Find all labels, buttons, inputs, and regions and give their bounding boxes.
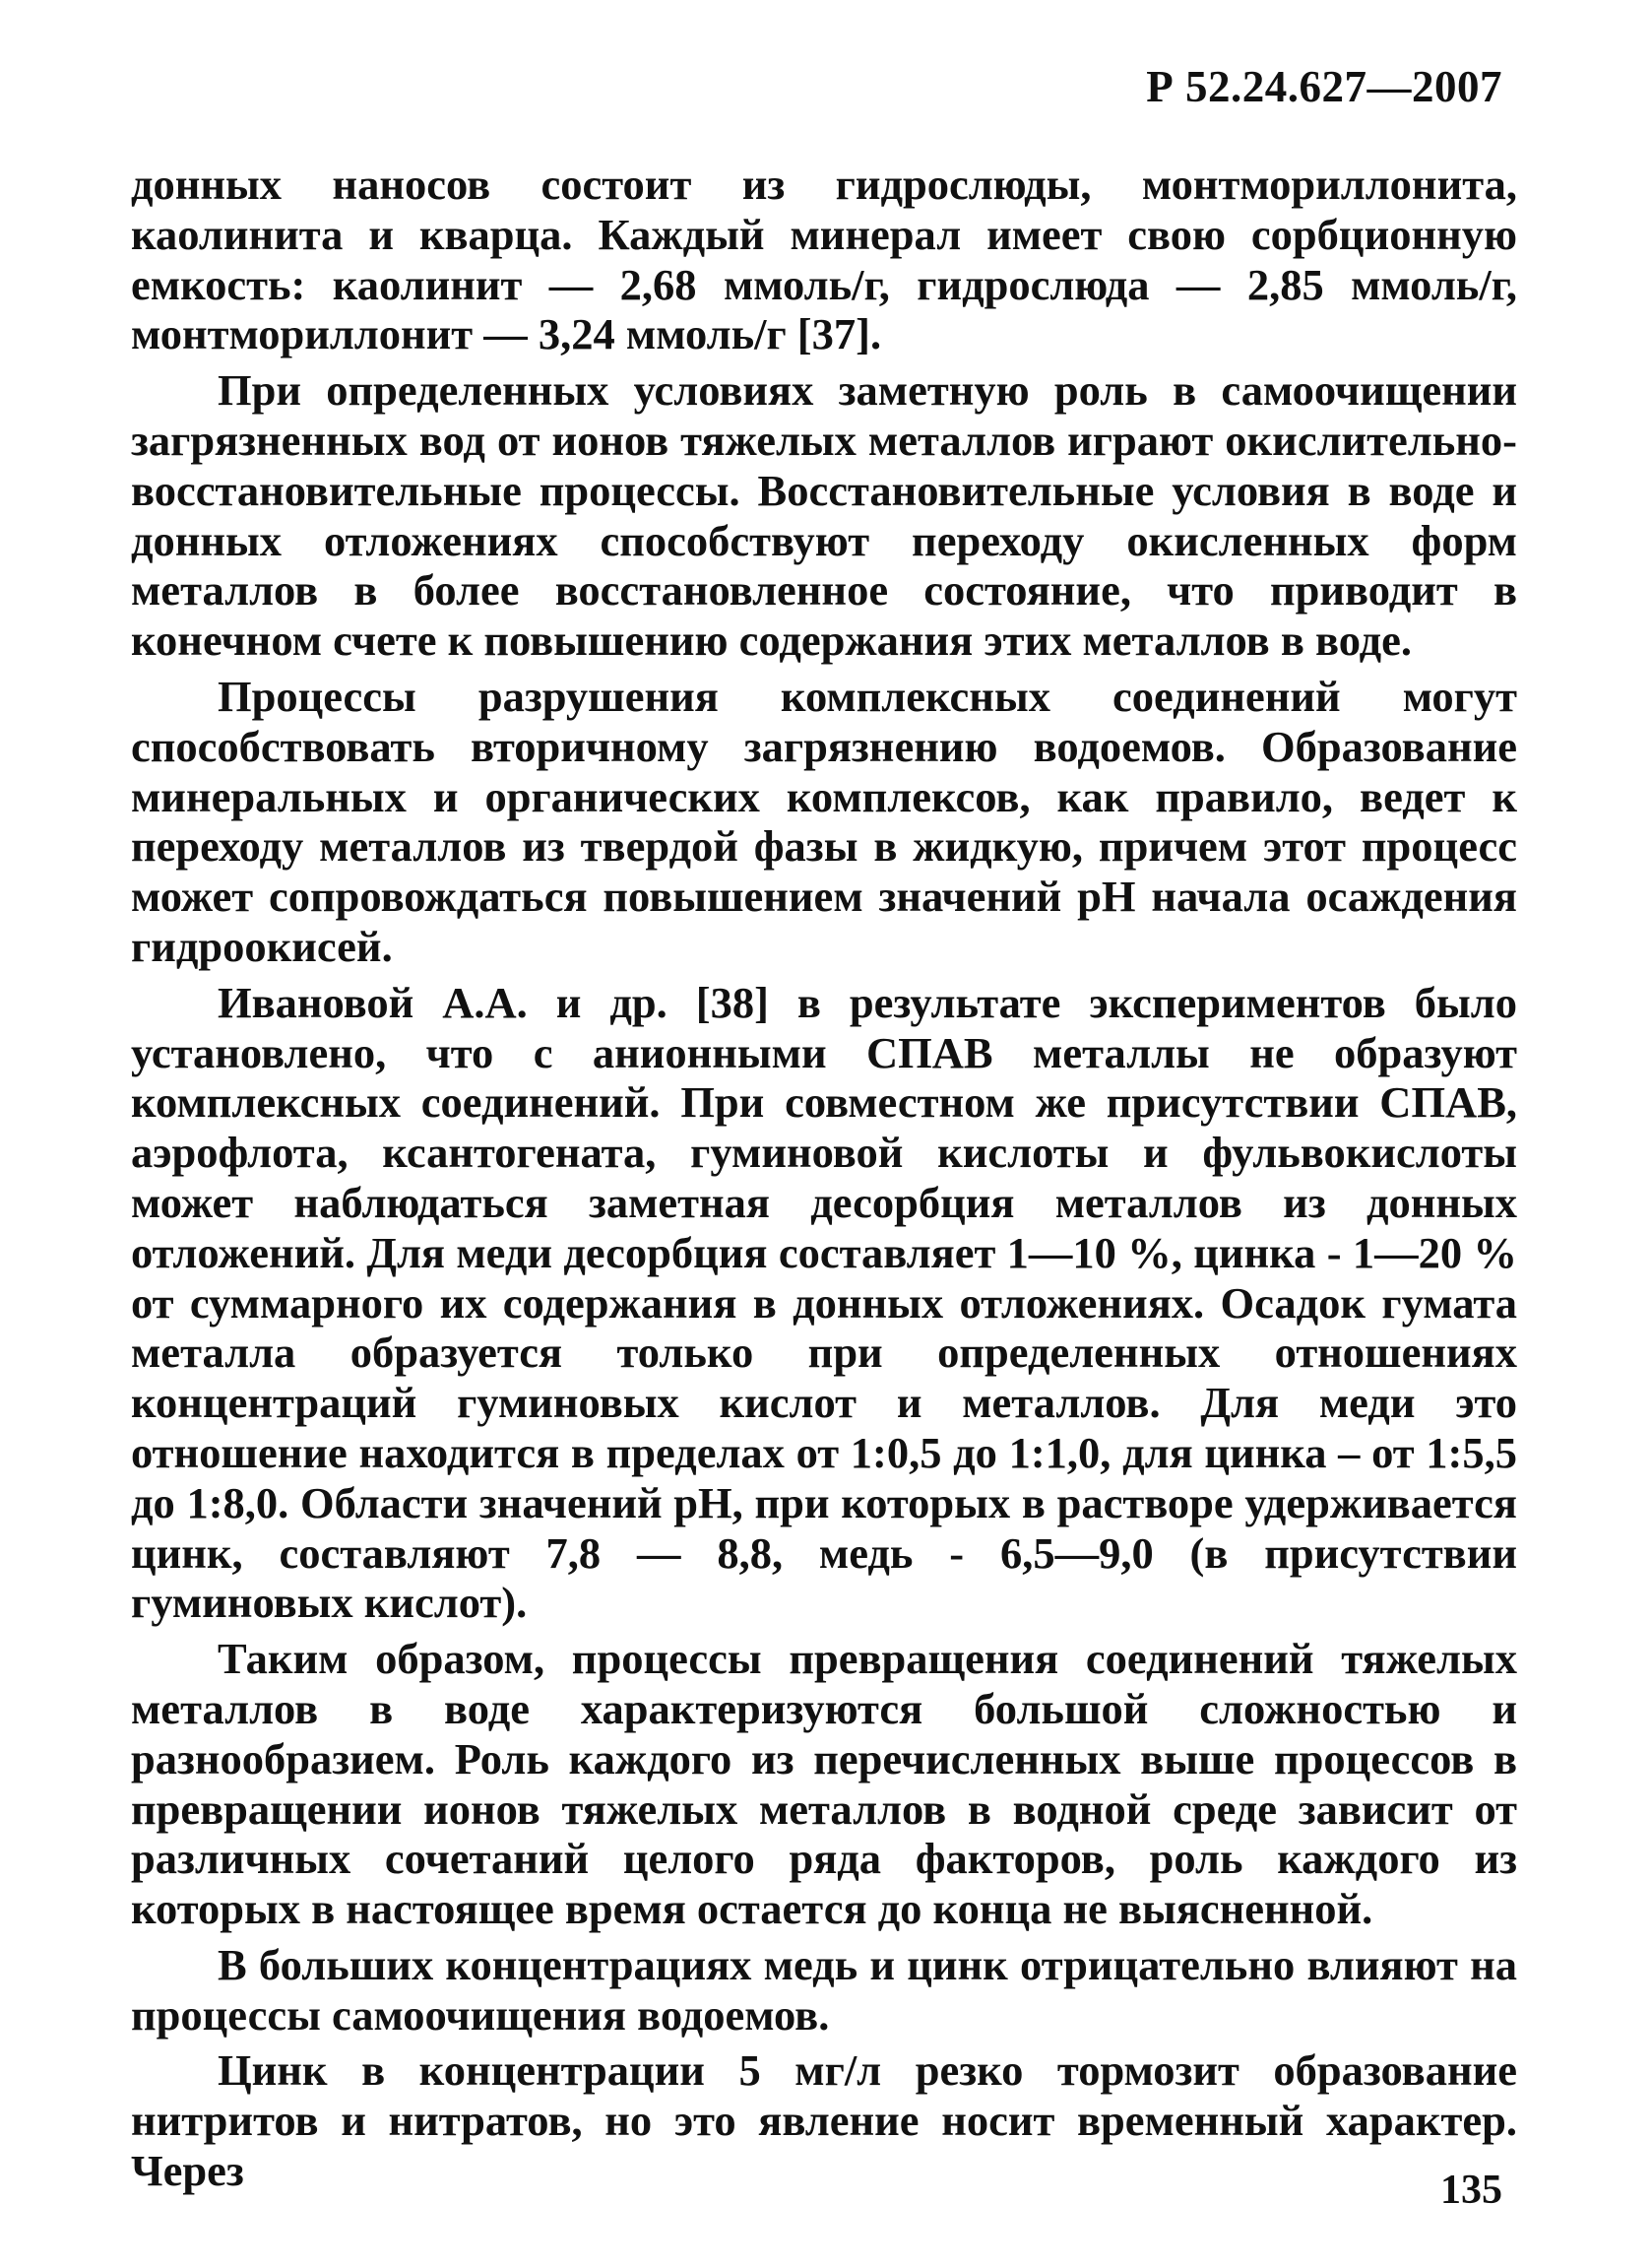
body-text bbox=[131, 160, 1517, 2202]
paragraph-zinc-nitrites: Цинк в концентрации 5 мг/л резко тормозит образование нитритов и нитратов, но это явление носит временный характер. Через bbox=[131, 2045, 1517, 2196]
paragraph-complex-compounds: Процессы разрушения комплексных соединений могут способствовать вторичному загрязнению водоемов. Образование минеральных и органических комплексов, как правило, ведет к переходу металлов из твердой фазы в жидкую, причем этот процесс может сопровождаться повышением значений pH начала осаждения гидроокисей. bbox=[131, 671, 1517, 971]
paragraph-ivanova-experiments: Ивановой А.А. и др. [38] в результате экспериментов было установлено, что с анионными СПАВ металлы не образуют комплексных соединений. При совместном же присутствии СПАВ, аэрофлота, ксантогената, гуминовой кислоты и фульвокислоты может наблюдаться заметная десорбция металлов из донных отложений. Для меди десорбция составляет 1—10 %, цинка - 1—20 % от суммарного их содержания в донных отложениях. Осадок гумата металла образуется только при определенных отношениях концентраций гуминовых кислот и металлов. Для меди это отношение находится в пределах от 1:0,5 до 1:1,0, для цинка – от 1:5,5 до 1:8,0. Области значений pH, при которых в растворе удерживается цинк, составляют 7,8 — 8,8, медь - 6,5—9,0 (в присутствии гуминовых кислот). bbox=[131, 977, 1517, 1628]
document-code-header: Р 52.24.627—2007 bbox=[1146, 62, 1502, 111]
page-number: 135 bbox=[1440, 2168, 1502, 2213]
paragraph-redox: При определенных условиях заметную роль в самоочищении загрязненных вод от ионов тяжелых металлов играют окислительно-восстановительные процессы. Восстановительные условия в воде и донных отложениях способствуют переходу окисленных форм металлов в более восстановленное состояние, что приводит в конечном счете к повышению содержания этих металлов в воде. bbox=[131, 365, 1517, 666]
paragraph-continued: донных наносов состоит из гидрослюды, монтмориллонита, каолинита и кварца. Каждый минерал имеет свою сорбционную емкость: каолинит — 2,68 ммоль/г, гидрослюда — 2,85 ммоль/г, монтмориллонит — 3,24 ммоль/г [37]. bbox=[131, 160, 1517, 359]
paragraph-high-concentrations: В больших концентрациях медь и цинк отрицательно влияют на процессы самоочищения водоемов. bbox=[131, 1939, 1517, 2040]
paragraph-conclusion: Таким образом, процессы превращения соединений тяжелых металлов в воде характеризуются большой сложностью и разнообразием. Роль каждого из перечисленных выше процессов в превращении ионов тяжелых металлов в водной среде зависит от различных сочетаний целого ряда факторов, роль каждого из которых в настоящее время остается до конца не выясненной. bbox=[131, 1634, 1517, 1934]
